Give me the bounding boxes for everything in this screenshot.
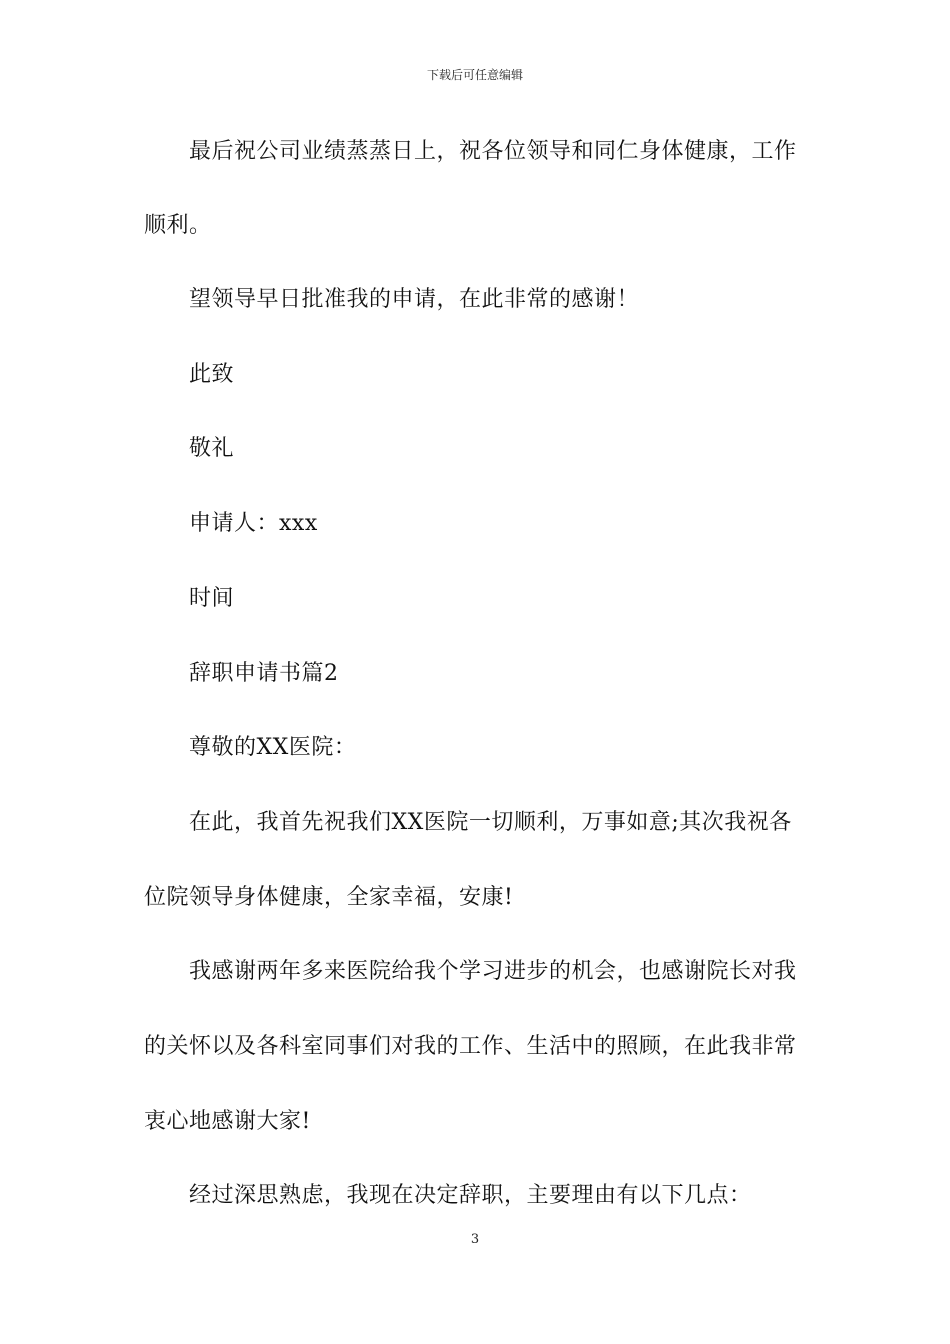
paragraph-line: 经过深思熟虑，我现在决定辞职，主要理由有以下几点：	[189, 1183, 752, 1208]
paragraph-line: 顺利。	[144, 213, 212, 238]
paragraph-line: 最后祝公司业绩蒸蒸日上，祝各位领导和同仁身体健康，工作	[189, 139, 797, 164]
paragraph-line: 位院领导身体健康，全家幸福，安康!	[144, 885, 514, 910]
paragraph-line: 在此，我首先祝我们XX医院一切顺利，万事如意;其次我祝各	[189, 810, 792, 835]
paragraph-line: 的关怀以及各科室同事们对我的工作、生活中的照顾，在此我非常	[144, 1034, 797, 1059]
page-number: 3	[470, 1232, 480, 1247]
paragraph-line: 衷心地感谢大家!	[144, 1109, 311, 1134]
salutation: 尊敬的XX医院：	[189, 735, 357, 760]
applicant-line: 申请人：xxx	[189, 511, 318, 536]
page-header: 下载后可任意编辑	[426, 68, 523, 82]
section-title: 辞职申请书篇2	[189, 661, 339, 686]
closing-line: 敬礼	[189, 436, 235, 461]
date-line: 时间	[189, 586, 235, 611]
paragraph-line: 望领导早日批准我的申请，在此非常的感谢！	[189, 287, 640, 312]
closing-line: 此致	[189, 362, 235, 387]
paragraph-line: 我感谢两年多来医院给我个学习进步的机会，也感谢院长对我	[189, 959, 797, 984]
